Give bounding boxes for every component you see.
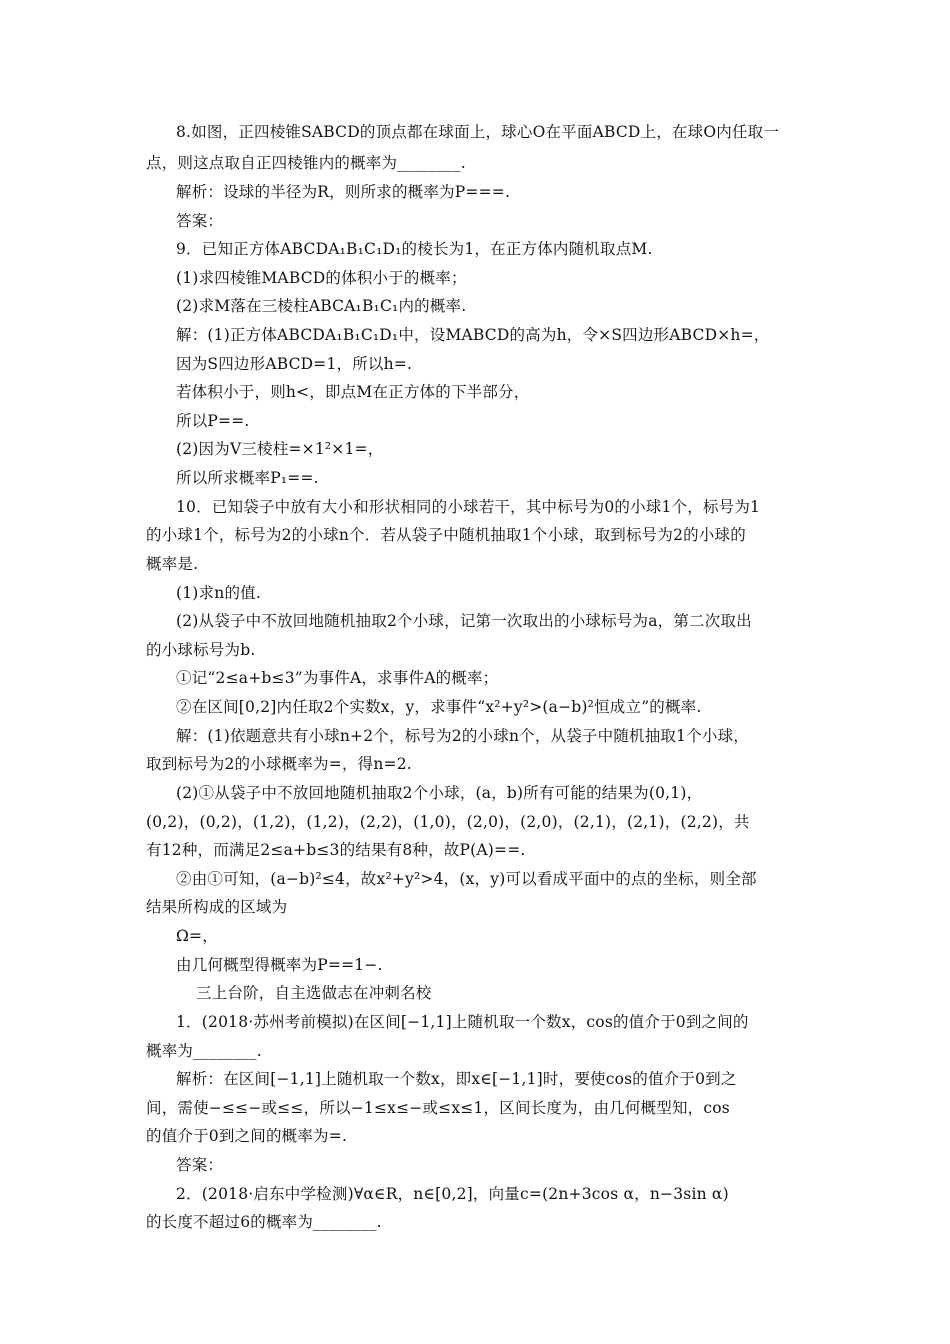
problem-10-stem-line-3: 概率是. <box>146 555 199 573</box>
challenge-1-solution-line-3: 的值介于0到之间的概率为=. <box>146 1127 348 1145</box>
section-heading: 三上台阶，自主选做志在冲刺名校 <box>196 984 432 1002</box>
problem-9-part-2: (2)求M落在三棱柱ABCA₁B₁C₁内的概率. <box>176 297 467 315</box>
problem-10-part-2-line-2: 的小球标号为b. <box>146 641 256 659</box>
problem-9-solution-line-5: (2)因为V三棱柱=×1²×1=， <box>176 440 384 458</box>
challenge-2-stem-line-2: 的长度不超过6的概率为________. <box>146 1213 382 1231</box>
problem-8-solution: 解析：设球的半径为R，则所求的概率为P===. <box>176 183 511 201</box>
problem-9-solution-line-4: 所以P==. <box>176 412 250 430</box>
problem-10-solution-line-1: 解：(1)依题意共有小球n+2个，标号为2的小球n个，从袋子中随机抽取1个小球， <box>176 727 749 745</box>
problem-10-part-2-line-1: (2)从袋子中不放回地随机抽取2个小球，记第一次取出的小球标号为a，第二次取出 <box>176 612 752 630</box>
challenge-1-answer: 答案： <box>176 1156 224 1174</box>
problem-9-solution-line-2: 因为S四边形ABCD=1，所以h=. <box>176 355 413 373</box>
problem-10-solution-line-7: 结果所构成的区域为 <box>146 898 288 916</box>
problem-10-sub-2: ②在区间[0,2]内任取2个实数x，y，求事件“x²+y²>(a−b)²恒成立”的概率. <box>176 698 702 716</box>
problem-10-solution-line-9: 由几何概型得概率为P==1−. <box>176 956 383 974</box>
challenge-1-stem-line-1: 1．(2018·苏州考前模拟)在区间[−1,1]上随机取一个数x，cos的值介于0到之间的 <box>176 1013 749 1031</box>
challenge-1-solution-line-2: 间，需使−≤≤−或≤≤，所以−1≤x≤−或≤x≤1，区间长度为，由几何概型知，cos <box>146 1099 730 1117</box>
problem-10-stem-line-1: 10．已知袋子中放有大小和形状相同的小球若干，其中标号为0的小球1个，标号为1 <box>176 498 761 516</box>
problem-10-part-1: (1)求n的值. <box>176 584 261 602</box>
problem-9-solution-line-1: 解：(1)正方体ABCDA₁B₁C₁D₁中，设MABCD的高为h，令×S四边形ABCD×h=， <box>176 326 770 344</box>
problem-10-solution-line-6: ②由①可知，(a−b)²≤4，故x²+y²>4，(x，y)可以看成平面中的点的坐标，则全部 <box>176 870 757 888</box>
problem-10-stem-line-2: 的小球1个，标号为2的小球n个．若从袋子中随机抽取1个小球，取到标号为2的小球的 <box>146 526 746 544</box>
challenge-2-stem-line-1: 2．(2018·启东中学检测)∀α∈R，n∈[0,2]，向量c=(2n+3cos α，n−3sin α) <box>176 1185 729 1203</box>
problem-9-part-1: (1)求四棱锥MABCD的体积小于的概率； <box>176 269 467 287</box>
problem-10-solution-line-2: 取到标号为2的小球概率为=，得n=2. <box>146 755 412 773</box>
problem-8-stem-line-2: 点，则这点取自正四棱锥内的概率为________. <box>146 154 466 172</box>
problem-10-solution-line-3: (2)①从袋子中不放回地随机抽取2个小球，(a，b)所有可能的结果为(0,1)， <box>176 784 703 802</box>
problem-8-stem-line-1: 8.如图，正四棱锥SABCD的顶点都在球面上，球心O在平面ABCD上，在球O内任取一 <box>176 123 780 141</box>
challenge-1-stem-line-2: 概率为________. <box>146 1042 262 1060</box>
problem-9-solution-line-3: 若体积小于，则h<，即点M在正方体的下半部分， <box>176 383 530 401</box>
problem-10-solution-line-8: Ω=， <box>176 927 218 945</box>
problem-9-solution-line-6: 所以所求概率P₁==. <box>176 469 319 487</box>
problem-10-solution-line-5: 有12种，而满足2≤a+b≤3的结果有8种，故P(A)==. <box>146 841 526 859</box>
problem-10-solution-line-4: (0,2)，(0,2)，(1,2)，(1,2)，(2,2)，(1,0)，(2,0)，(2,0)，(2,1)，(2,1)，(2,2)，共 <box>146 813 750 831</box>
problem-8-answer: 答案： <box>176 212 224 230</box>
challenge-1-solution-line-1: 解析：在区间[−1,1]上随机取一个数x，即x∈[−1,1]时，要使cos的值介于0到之 <box>176 1070 737 1088</box>
problem-10-sub-1: ①记“2≤a+b≤3”为事件A，求事件A的概率； <box>176 669 499 687</box>
problem-9-stem: 9．已知正方体ABCDA₁B₁C₁D₁的棱长为1，在正方体内随机取点M. <box>176 240 653 258</box>
